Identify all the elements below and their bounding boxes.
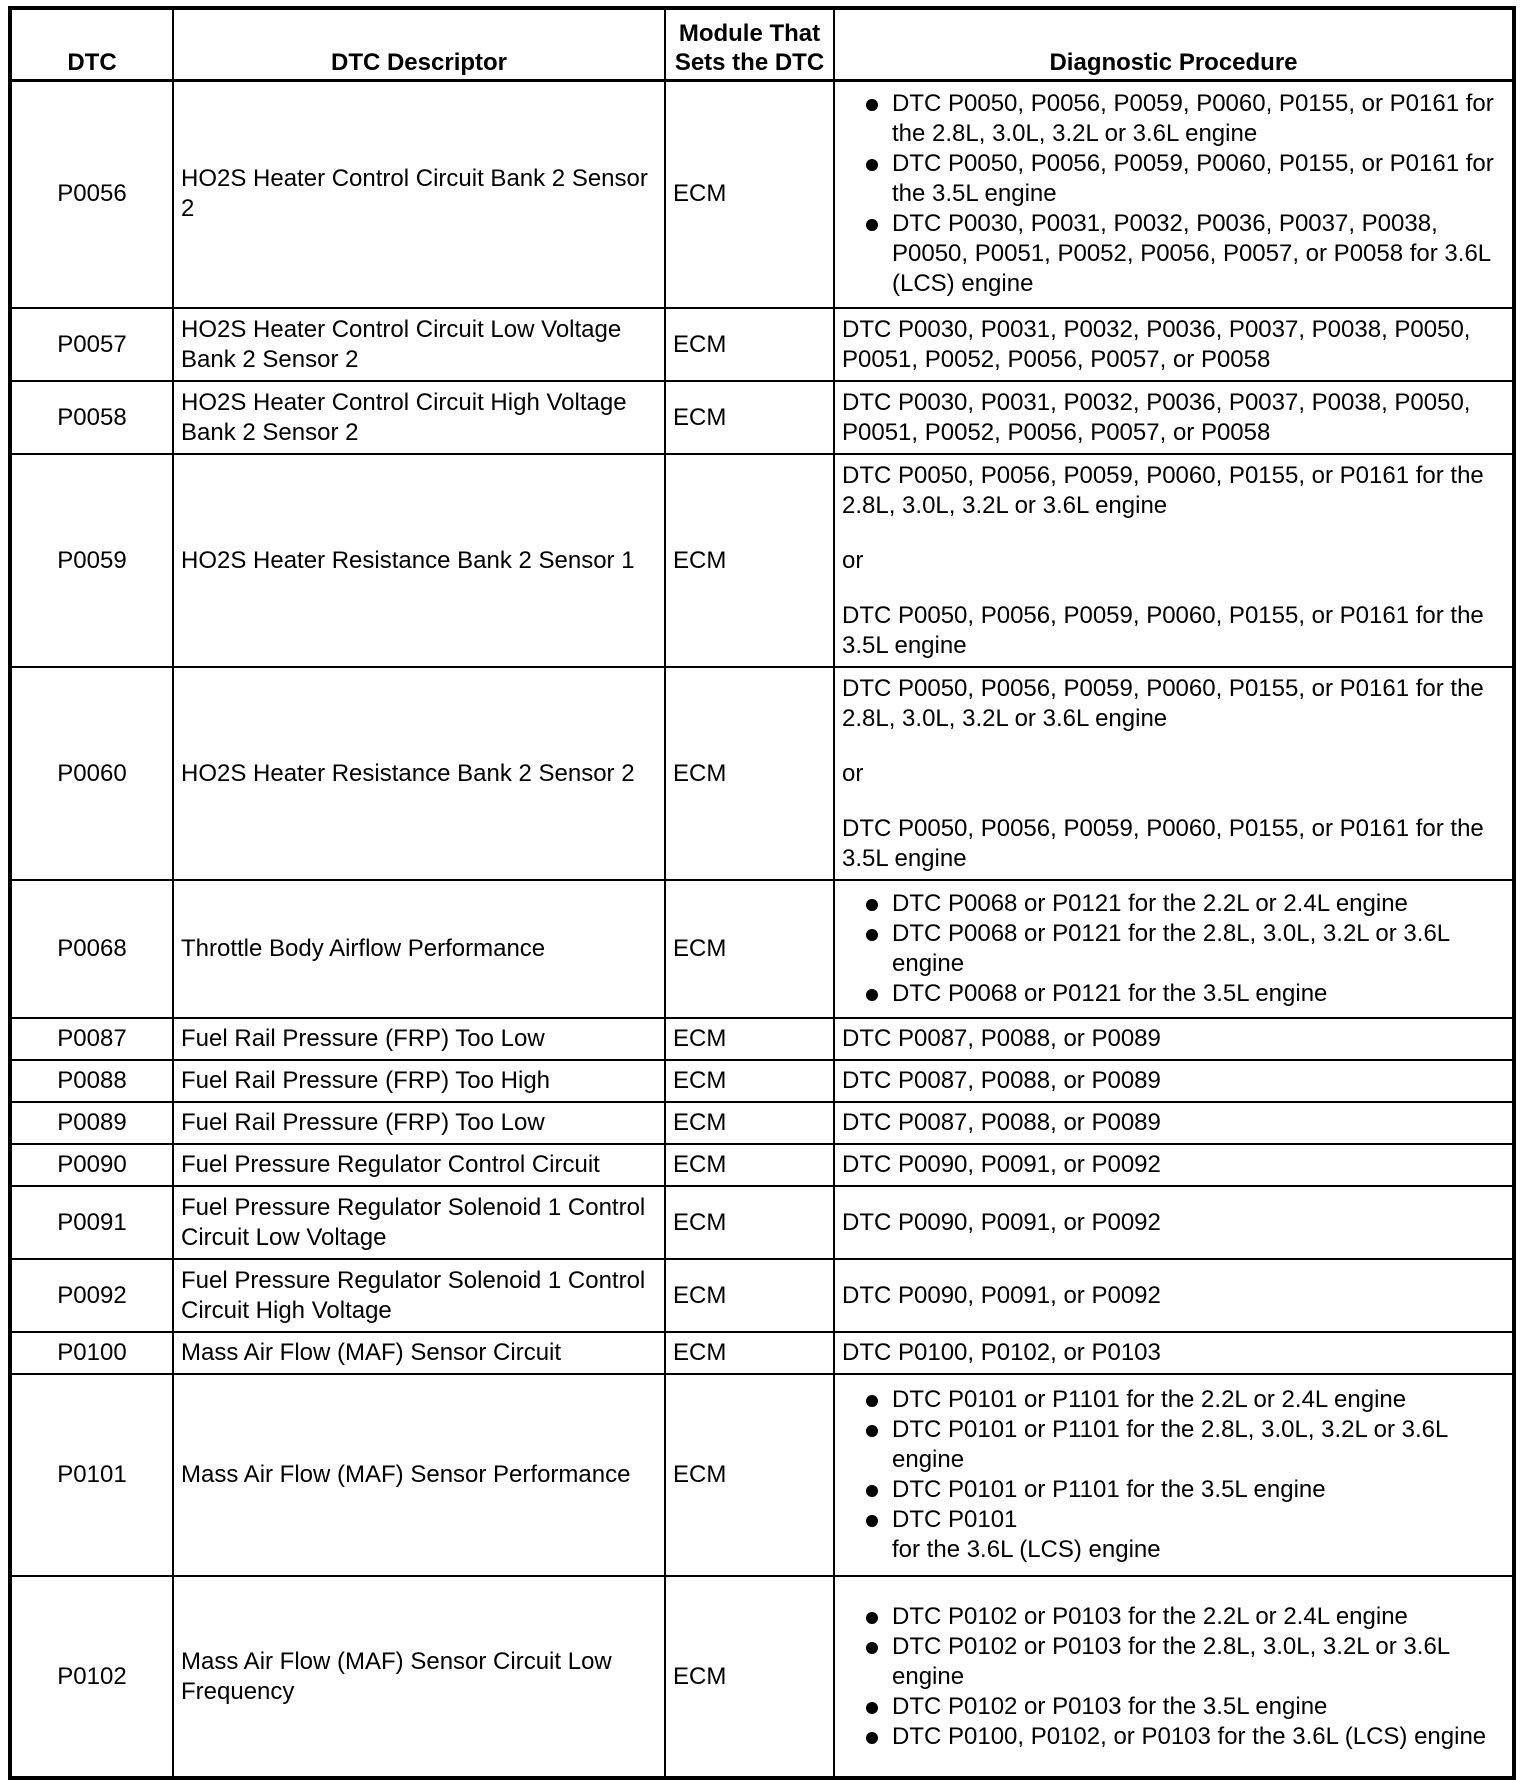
diagnostic-procedure: DTC P0087, P0088, or P0089 — [834, 1060, 1514, 1102]
dtc-code: P0057 — [10, 308, 173, 381]
header-procedure: Diagnostic Procedure — [834, 8, 1514, 80]
table-row — [10, 1060, 1514, 1102]
dtc-code: P0087 — [10, 1018, 173, 1060]
diagnostic-procedure — [834, 1576, 1514, 1778]
procedure-bullet: DTC P0050, P0056, P0059, P0060, P0155, or P0161 for the 2.8L, 3.0L, 3.2L or 3.6L engine — [842, 89, 1508, 149]
procedure-bullet: DTC P0102 or P0103 for the 3.5L engine — [842, 1692, 1508, 1722]
dtc-code: P0088 — [10, 1060, 173, 1102]
dtc-descriptor: Fuel Rail Pressure (FRP) Too High — [173, 1060, 665, 1102]
diagnostic-procedure — [834, 454, 1514, 667]
dtc-descriptor: HO2S Heater Control Circuit Low Voltage Bank 2 Sensor 2 — [173, 308, 665, 381]
diagnostic-procedure — [834, 667, 1514, 880]
diagnostic-procedure — [834, 880, 1514, 1018]
dtc-descriptor: HO2S Heater Resistance Bank 2 Sensor 1 — [173, 454, 665, 667]
diagnostic-procedure: DTC P0090, P0091, or P0092 — [834, 1144, 1514, 1186]
diagnostic-procedure — [834, 80, 1514, 308]
module: ECM — [665, 1018, 834, 1060]
dtc-code: P0092 — [10, 1259, 173, 1332]
procedure-option-a: DTC P0050, P0056, P0059, P0060, P0155, or P0161 for the 2.8L, 3.0L, 3.2L or 3.6L engine — [842, 461, 1484, 519]
diagnostic-procedure: DTC P0100, P0102, or P0103 — [834, 1332, 1514, 1374]
dtc-descriptor: Throttle Body Airflow Performance — [173, 880, 665, 1018]
dtc-descriptor: Fuel Pressure Regulator Solenoid 1 Control Circuit Low Voltage — [173, 1186, 665, 1259]
table-row — [10, 454, 1514, 667]
dtc-code: P0056 — [10, 80, 173, 308]
procedure-bullet: DTC P0068 or P0121 for the 2.8L, 3.0L, 3.2L or 3.6L engine — [842, 919, 1508, 979]
diagnostic-procedure: DTC P0087, P0088, or P0089 — [834, 1018, 1514, 1060]
procedure-bullet: DTC P0030, P0031, P0032, P0036, P0037, P0038, P0050, P0051, P0052, P0056, P0057, or P0058 for 3.6L (LCS) engine — [842, 209, 1508, 299]
procedure-bullet: DTC P0101 or P1101 for the 2.2L or 2.4L engine — [842, 1385, 1508, 1415]
dtc-descriptor: Mass Air Flow (MAF) Sensor Circuit — [173, 1332, 665, 1374]
module: ECM — [665, 1060, 834, 1102]
procedure-bullet: DTC P0101 or P1101 for the 3.5L engine — [842, 1475, 1508, 1505]
procedure-bullet: DTC P0100, P0102, or P0103 for the 3.6L (LCS) engine — [842, 1722, 1508, 1752]
table-row — [10, 1018, 1514, 1060]
procedure-option-b: DTC P0050, P0056, P0059, P0060, P0155, or P0161 for the 3.5L engine — [842, 814, 1484, 872]
module: ECM — [665, 880, 834, 1018]
diagnostic-procedure: DTC P0087, P0088, or P0089 — [834, 1102, 1514, 1144]
dtc-descriptor: Mass Air Flow (MAF) Sensor Performance — [173, 1374, 665, 1576]
dtc-descriptor: Mass Air Flow (MAF) Sensor Circuit Low Frequency — [173, 1576, 665, 1778]
dtc-code: P0068 — [10, 880, 173, 1018]
diagnostic-procedure — [834, 1374, 1514, 1576]
table-row — [10, 667, 1514, 880]
dtc-code: P0090 — [10, 1144, 173, 1186]
module: ECM — [665, 381, 834, 454]
table-row — [10, 308, 1514, 381]
diagnostic-procedure: DTC P0090, P0091, or P0092 — [834, 1186, 1514, 1259]
module: ECM — [665, 1374, 834, 1576]
dtc-descriptor: HO2S Heater Control Circuit High Voltage Bank 2 Sensor 2 — [173, 381, 665, 454]
procedure-option-b: DTC P0050, P0056, P0059, P0060, P0155, or P0161 for the 3.5L engine — [842, 601, 1484, 659]
dtc-code: P0089 — [10, 1102, 173, 1144]
dtc-table — [8, 6, 1516, 1780]
table-row — [10, 1332, 1514, 1374]
dtc-code: P0101 — [10, 1374, 173, 1576]
diagnostic-procedure: DTC P0030, P0031, P0032, P0036, P0037, P0038, P0050, P0051, P0052, P0056, P0057, or P0058 — [834, 381, 1514, 454]
dtc-code: P0058 — [10, 381, 173, 454]
dtc-code: P0060 — [10, 667, 173, 880]
dtc-descriptor: HO2S Heater Control Circuit Bank 2 Sensor 2 — [173, 80, 665, 308]
table-row — [10, 381, 1514, 454]
procedure-bullet: DTC P0101 or P1101 for the 2.8L, 3.0L, 3.2L or 3.6L engine — [842, 1415, 1508, 1475]
dtc-descriptor: HO2S Heater Resistance Bank 2 Sensor 2 — [173, 667, 665, 880]
module: ECM — [665, 80, 834, 308]
module: ECM — [665, 308, 834, 381]
table-row — [10, 1576, 1514, 1778]
module: ECM — [665, 667, 834, 880]
procedure-bullet: DTC P0101 for the 3.6L (LCS) engine — [842, 1505, 1508, 1565]
header-descriptor: DTC Descriptor — [173, 8, 665, 80]
dtc-descriptor: Fuel Rail Pressure (FRP) Too Low — [173, 1102, 665, 1144]
diagnostic-procedure: DTC P0090, P0091, or P0092 — [834, 1259, 1514, 1332]
header-module-line1: Module That — [678, 19, 821, 47]
header-dtc: DTC — [10, 8, 173, 80]
table-row — [10, 80, 1514, 308]
header-row — [10, 8, 1514, 80]
module: ECM — [665, 1102, 834, 1144]
header-module — [665, 8, 834, 80]
procedure-bullet: DTC P0102 or P0103 for the 2.8L, 3.0L, 3.2L or 3.6L engine — [842, 1632, 1508, 1692]
table-row — [10, 1102, 1514, 1144]
procedure-bullet: DTC P0050, P0056, P0059, P0060, P0155, or P0161 for the 3.5L engine — [842, 149, 1508, 209]
header-module-line2: Sets the DTC — [674, 48, 825, 76]
procedure-bullet: DTC P0068 or P0121 for the 2.2L or 2.4L engine — [842, 889, 1508, 919]
dtc-code: P0100 — [10, 1332, 173, 1374]
procedure-or: or — [842, 759, 864, 787]
table-row — [10, 1186, 1514, 1259]
module: ECM — [665, 1144, 834, 1186]
procedure-bullet: DTC P0068 or P0121 for the 3.5L engine — [842, 979, 1508, 1009]
module: ECM — [665, 1259, 834, 1332]
dtc-code: P0059 — [10, 454, 173, 667]
module: ECM — [665, 1576, 834, 1778]
table-row — [10, 880, 1514, 1018]
dtc-descriptor: Fuel Pressure Regulator Solenoid 1 Control Circuit High Voltage — [173, 1259, 665, 1332]
module: ECM — [665, 1186, 834, 1259]
dtc-code: P0091 — [10, 1186, 173, 1259]
procedure-option-a: DTC P0050, P0056, P0059, P0060, P0155, or P0161 for the 2.8L, 3.0L, 3.2L or 3.6L engine — [842, 674, 1484, 732]
dtc-descriptor: Fuel Rail Pressure (FRP) Too Low — [173, 1018, 665, 1060]
dtc-code: P0102 — [10, 1576, 173, 1778]
table-row — [10, 1374, 1514, 1576]
table-row — [10, 1144, 1514, 1186]
procedure-or: or — [842, 546, 864, 574]
table-row — [10, 1259, 1514, 1332]
module: ECM — [665, 454, 834, 667]
module: ECM — [665, 1332, 834, 1374]
diagnostic-procedure: DTC P0030, P0031, P0032, P0036, P0037, P0038, P0050, P0051, P0052, P0056, P0057, or P0058 — [834, 308, 1514, 381]
dtc-descriptor: Fuel Pressure Regulator Control Circuit — [173, 1144, 665, 1186]
procedure-bullet: DTC P0102 or P0103 for the 2.2L or 2.4L engine — [842, 1602, 1508, 1632]
